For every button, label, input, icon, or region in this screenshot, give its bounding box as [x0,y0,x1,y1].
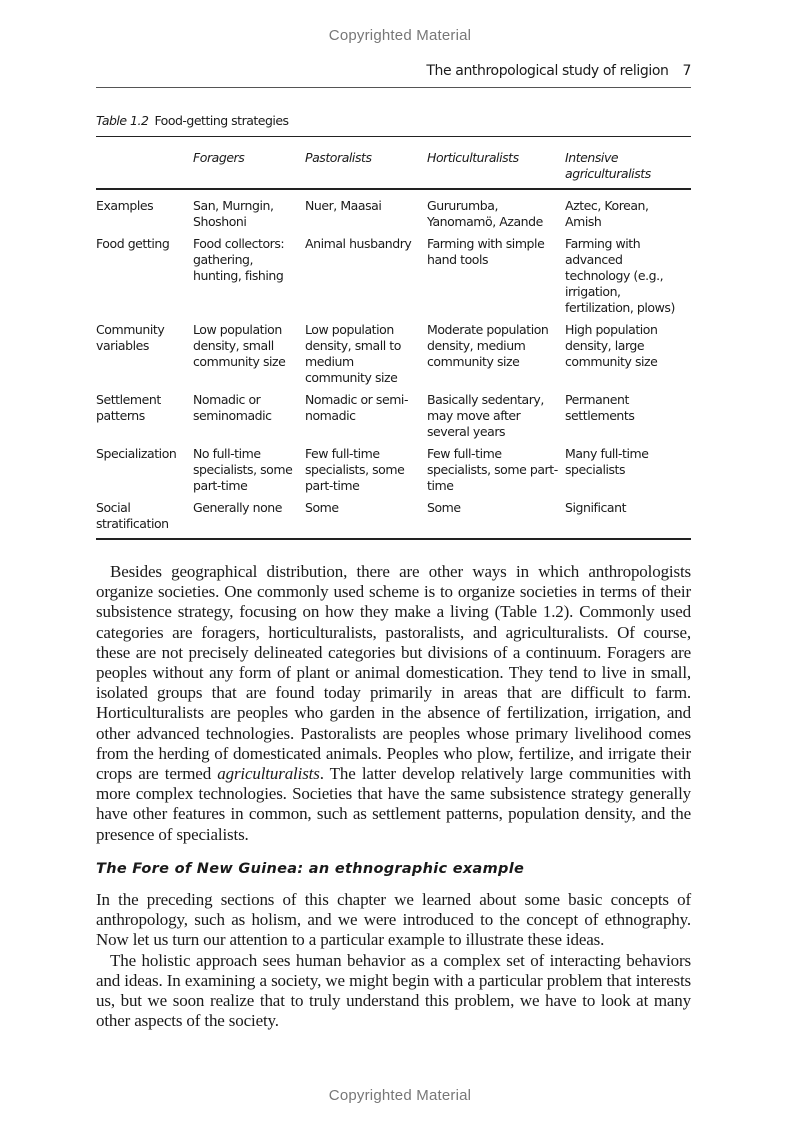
page-number: 7 [682,63,691,79]
table-cell: Generally none [193,500,282,515]
table-cell: Aztec, Korean, Amish [565,198,649,229]
table-cell: Nomadic or seminomadic [193,392,272,423]
table-label: Table 1.2 [96,113,149,128]
table-cell: High population density, large community size [565,322,658,369]
table-cell: Animal husbandry [305,236,412,251]
column-header-foragers: Foragers [193,137,305,190]
running-head [96,63,691,79]
table-caption [96,113,289,128]
table-cell: Farming with advanced technology (e.g., irrigation, fertilization, plows) [565,236,675,315]
table-cell: San, Murngin, Shoshoni [193,198,274,229]
copyright-watermark-top: Copyrighted Material [328,27,472,44]
table-cell: Low population density, small community size [193,322,286,369]
table-cell: Basically sedentary, may move after several years [427,392,544,439]
table-row [96,189,691,236]
row-label: Settlement patterns [96,392,161,423]
table-cell: Moderate population density, medium community size [427,322,549,369]
table-cell: Some [305,500,339,515]
column-header-blank [96,137,193,190]
table-row [96,500,691,539]
table-row [96,236,691,322]
paragraph-text: Besides geographical distribution, there are other ways in which anthropologists organize societies. One commonly used scheme is to organize societies in terms of their subsistence strategy, focusing on how they make a living (Table 1.2). Commonly used categories are foragers, horticulturalists, pastoralists, and agriculturalists. Of course, these are not precisely delineated categories but divisions of a continuum. Foragers are peoples without any form of plant or animal domestication. They tend to live in small, isolated groups that are found today primarily in areas that are difficult to farm. Horticulturalists are peoples who garden in the absence of fertilization, irrigation, and other advanced technologies. Pastoralists are peoples whose primary livelihood comes from the herding of domesticated animals. Peoples who plow, fertilize, and irrigate their crops are termed [96,562,691,784]
row-label: Food getting [96,236,170,251]
table-cell: Food collectors: gathering, hunting, fishing [193,236,285,283]
paragraph [96,562,691,845]
body-section-fore [96,890,691,1031]
table-row [96,446,691,500]
table-cell: Few full-time specialists, some part-time [427,446,558,493]
table-title: Food-getting strategies [154,113,289,128]
running-head-title: The anthropological study of religion [426,63,669,79]
paragraph: The holistic approach sees human behavior as a complex set of interacting behaviors and ideas. In examining a society, we might begin with a particular problem that interests us, but we soon realize that to truly understand this problem, we have to look at many other aspects of the society. [96,950,691,1031]
paragraph-text: . The latter develop relatively large communities with more complex technologies. Societies that have the same subsistence strategy generally have other features in common, such as settlement patterns, population density, and the presence of specialists. [96,764,691,844]
table-cell: Nuer, Maasai [305,198,382,213]
column-header-intensive-agriculturalists: Intensive agriculturalists [565,137,691,190]
column-header-horticulturalists: Horticulturalists [427,137,565,190]
paragraph: In the preceding sections of this chapter we learned about some basic concepts of anthropology, such as holism, and we were introduced to the concept of ethnography. Now let us turn our attention to a particular example to illustrate these ideas. [96,890,691,950]
table-cell: No full-time specialists, some part-time [193,446,293,493]
table-cell: Many full-time specialists [565,446,649,477]
table-cell: Permanent settlements [565,392,635,423]
row-label: Specialization [96,446,177,461]
copyright-watermark-bottom: Copyrighted Material [328,1087,472,1104]
header-rule [96,87,691,88]
table-row [96,322,691,392]
row-label: Community variables [96,322,165,353]
table-cell: Some [427,500,461,515]
table-header-row [96,137,691,190]
table-cell: Gururumba, Yanomamö, Azande [427,198,543,229]
table-cell: Nomadic or semi-nomadic [305,392,409,423]
food-getting-table [96,136,691,540]
table-row [96,392,691,446]
emphasis-term: agriculturalists [217,764,320,784]
table-cell: Low population density, small to medium community size [305,322,401,385]
table-cell: Significant [565,500,627,515]
section-heading: The Fore of New Guinea: an ethnographic example [96,861,525,877]
row-label: Examples [96,198,154,213]
column-header-pastoralists: Pastoralists [305,137,427,190]
body-paragraph-subsistence [96,562,691,845]
table-cell: Few full-time specialists, some part-time [305,446,405,493]
row-label: Social stratification [96,500,169,531]
table-cell: Farming with simple hand tools [427,236,545,267]
